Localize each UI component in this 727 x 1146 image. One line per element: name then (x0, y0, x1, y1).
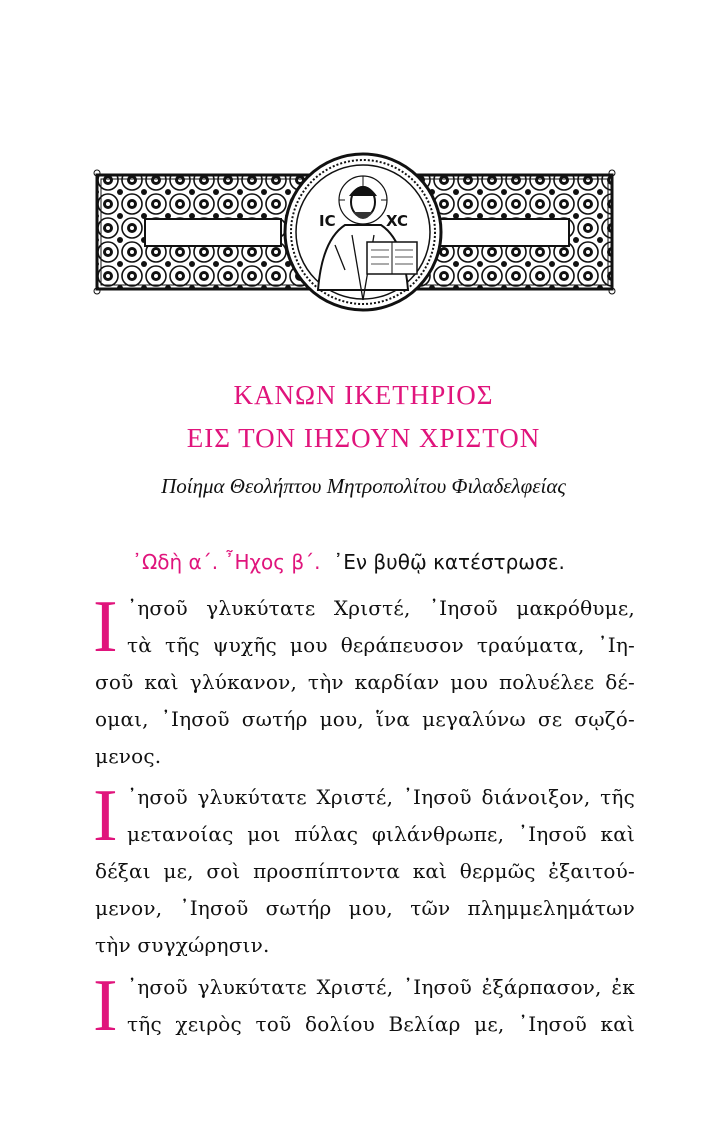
dropcap: Ι (93, 586, 118, 668)
troparion-2 (93, 775, 635, 964)
dropcap: Ι (93, 775, 118, 857)
text-line: ᾿ησοῦ γλυκύτατε Χριστέ, ᾿Ιησοῦ ἐξάρπασον, ἐκ (127, 975, 635, 999)
text-line: δέξαι με, σοὶ προσπίπτοντα καὶ θερμῶς ἐξαιτού- (95, 859, 635, 883)
text-line: τὴν συγχώρησιν. (95, 933, 270, 957)
heirmos: ᾿Εν βυθῷ κατέστρωσε. (333, 550, 565, 574)
subtitle: Ποίημα Θεολήπτου Μητροπολίτου Φιλαδελφείας (161, 474, 566, 498)
left-slot (145, 219, 281, 246)
text-line: μετανοίας μοι πύλας φιλάνθρωπε, ᾿Ιησοῦ καὶ (127, 822, 635, 846)
svg-text:IC: IC (319, 212, 336, 230)
title-line-1: ΚΑΝΩΝ ΙΚΕΤΗΡΙΟΣ (233, 380, 494, 410)
ode-label: ᾿Ωδὴ α΄. ῏Ηχος β΄. (132, 550, 321, 574)
header-ornament (0, 0, 727, 320)
text-line: ᾿ησοῦ γλυκύτατε Χριστέ, ᾿Ιησοῦ μακρόθυμε, (127, 596, 635, 620)
troparion-3 (93, 965, 635, 1047)
text-line: τῆς χειρὸς τοῦ δολίου Βελίαρ με, ᾿Ιησοῦ καὶ (127, 1012, 635, 1036)
dropcap: Ι (93, 965, 118, 1047)
text-line: ομαι, ᾿Ιησοῦ σωτήρ μου, ἵνα μεγαλύνω σε σῳζό- (95, 707, 635, 731)
title-line-2: ΕΙΣ ΤΟΝ ΙΗΣΟΥΝ ΧΡΙΣΤΟΝ (186, 423, 541, 453)
text-line: μενον, ᾿Ιησοῦ σωτήρ μου, τῶν πλημμελημάτων (95, 896, 635, 920)
text-line: τὰ τῆς ψυχῆς μου θεράπευσον τραύματα, ᾿Ιη- (127, 633, 635, 657)
text-line: σοῦ καὶ γλύκανον, τὴν καρδίαν μου πολυέλεε δέ- (95, 670, 635, 694)
text-line: ᾿ησοῦ γλυκύτατε Χριστέ, ᾿Ιησοῦ διάνοιξον, τῆς (127, 785, 635, 809)
text-line: μενος. (95, 744, 162, 768)
ode-heading (132, 550, 565, 574)
svg-text:XC: XC (386, 212, 409, 230)
right-slot (432, 219, 569, 246)
christ-medallion (285, 154, 441, 310)
troparion-1 (93, 586, 635, 775)
